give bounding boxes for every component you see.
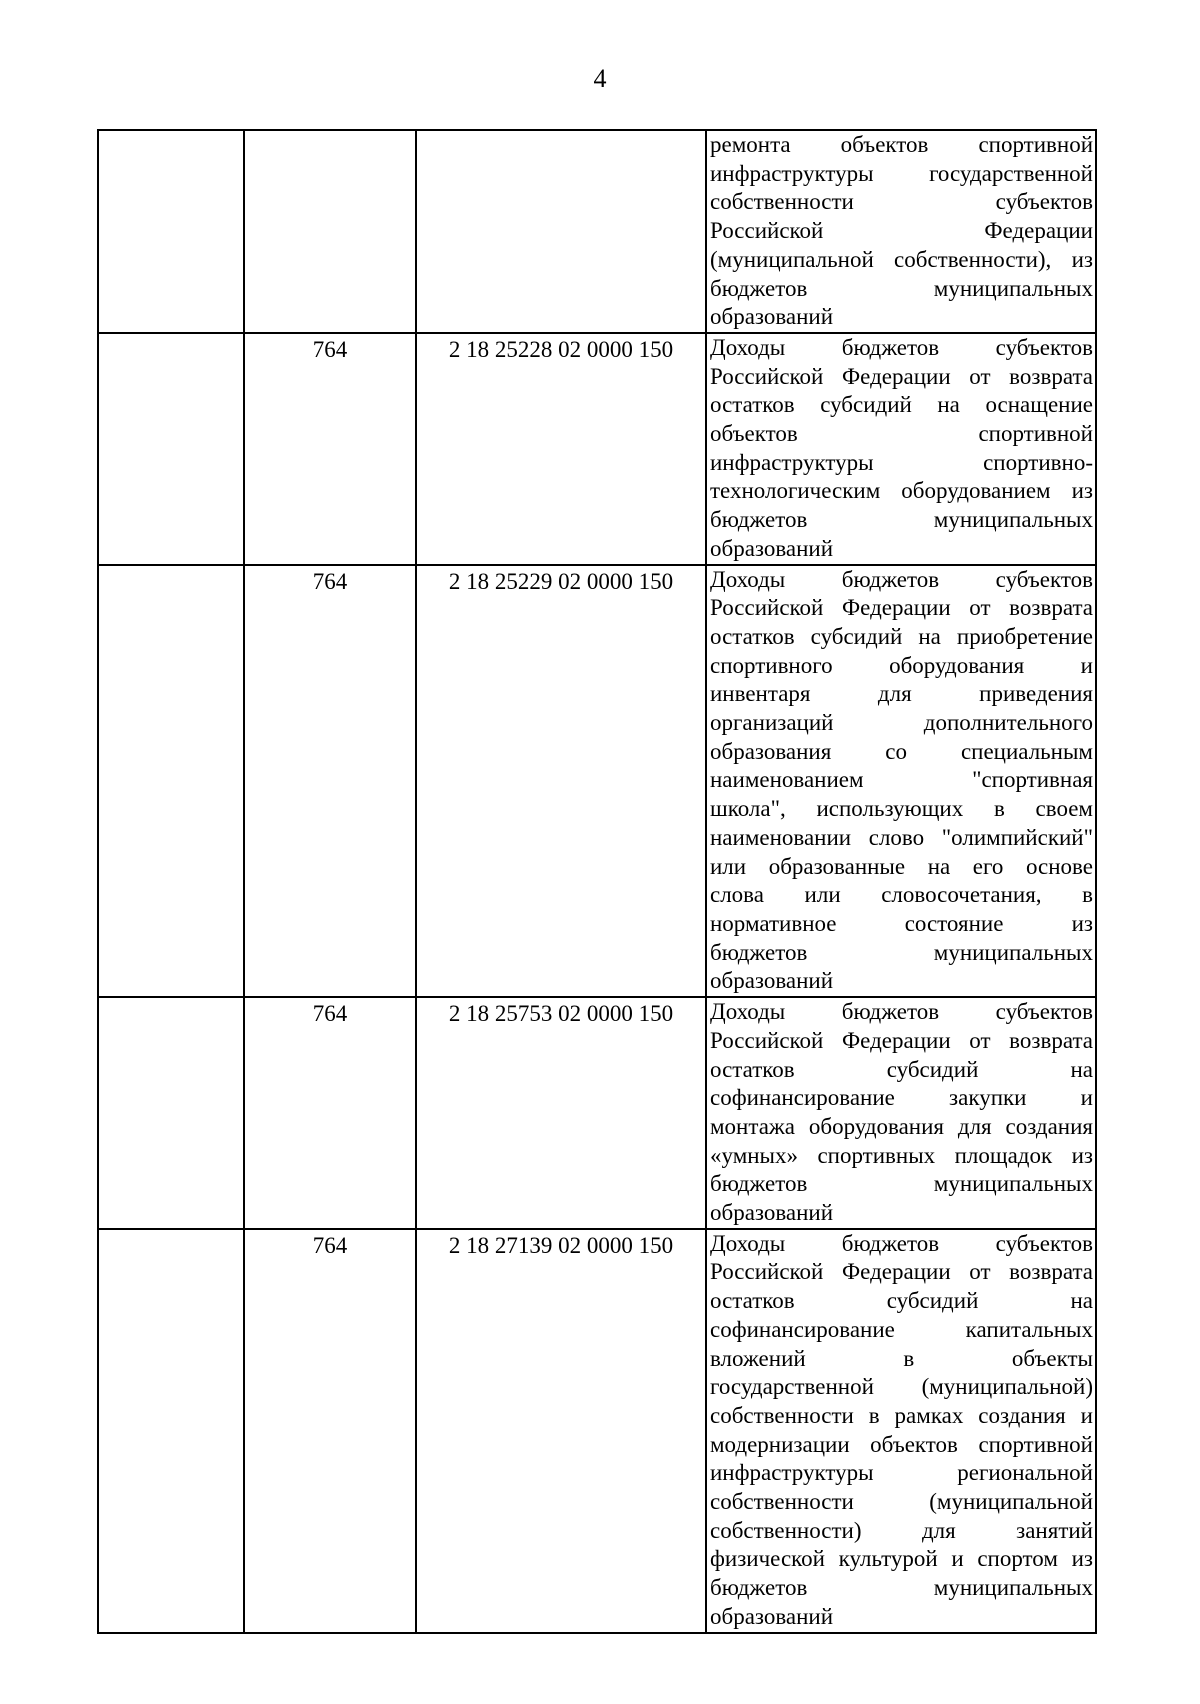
description-line: ремонта объектов спортивной — [710, 132, 1093, 157]
description-line: образований — [710, 968, 834, 994]
table-row — [98, 130, 1096, 333]
description-line: бюджетов муниципальных — [710, 275, 1093, 301]
description-line: спортивного оборудования и — [710, 652, 1093, 678]
description-line: собственности субъектов — [710, 189, 1093, 215]
description-line: нормативное состояние из — [710, 910, 1093, 936]
cell-description — [706, 997, 1096, 1229]
cell-kbk-code: 2 18 25753 02 0000 150 — [416, 997, 706, 1229]
cell-empty — [98, 997, 244, 1229]
description-line: технологическим оборудованием из — [710, 478, 1093, 504]
description-line: образования со специальным — [710, 738, 1093, 764]
table-body — [98, 130, 1096, 1633]
cell-empty — [98, 130, 244, 333]
description-line: физической культурой и спортом из — [710, 1546, 1093, 1572]
cell-description — [706, 130, 1096, 333]
description-line: бюджетов муниципальных — [710, 1171, 1093, 1197]
description-line: образований — [710, 1603, 834, 1629]
page-number: 4 — [593, 64, 607, 93]
description-line: собственности) для занятий — [710, 1517, 1093, 1543]
description-line: объектов спортивной — [710, 421, 1093, 447]
description-line: государственной (муниципальной) — [710, 1374, 1093, 1400]
description-line: наименовании слово "олимпийский" — [710, 824, 1093, 850]
cell-admin-code — [244, 130, 416, 333]
table-row — [98, 997, 1096, 1229]
description-line: Доходы бюджетов субъектов — [710, 999, 1093, 1025]
description-line: образований — [710, 535, 834, 561]
description-line: инфраструктуры спортивно- — [710, 449, 1093, 475]
description-line: софинансирование капитальных — [710, 1316, 1093, 1342]
cell-empty — [98, 333, 244, 565]
description-line: или образованные на его основе — [710, 853, 1093, 879]
description-line: бюджетов муниципальных — [710, 507, 1093, 533]
description-line: монтажа оборудования для создания — [710, 1113, 1093, 1139]
description-line: собственности в рамках создания и — [710, 1402, 1093, 1428]
description-line: Российской Федерации — [710, 218, 1093, 244]
description-line: бюджетов муниципальных — [710, 939, 1093, 965]
description-line: модернизации объектов спортивной — [710, 1431, 1093, 1457]
description-line: образований — [710, 1200, 834, 1226]
cell-description — [706, 565, 1096, 998]
description-line: Российской Федерации от возврата — [710, 1259, 1093, 1285]
table-row — [98, 565, 1096, 998]
description-line: софинансирование закупки и — [710, 1085, 1093, 1111]
cell-kbk-code: 2 18 25229 02 0000 150 — [416, 565, 706, 998]
cell-admin-code: 764 — [244, 997, 416, 1229]
income-codes-table — [97, 129, 1097, 1634]
description-line: наименованием "спортивная — [710, 767, 1093, 793]
description-line: остатков субсидий на оснащение — [710, 392, 1093, 418]
description-line: (муниципальной собственности), из — [710, 246, 1093, 272]
description-line: школа", использующих в своем — [710, 796, 1093, 822]
cell-admin-code: 764 — [244, 333, 416, 565]
description-line: инфраструктуры государственной — [710, 160, 1093, 186]
description-line: инвентаря для приведения — [710, 681, 1093, 707]
cell-admin-code: 764 — [244, 1229, 416, 1633]
cell-kbk-code: 2 18 25228 02 0000 150 — [416, 333, 706, 565]
description-line: «умных» спортивных площадок из — [710, 1142, 1093, 1168]
cell-description — [706, 1229, 1096, 1633]
table-row — [98, 333, 1096, 565]
description-line: собственности (муниципальной — [710, 1489, 1093, 1515]
description-line: Доходы бюджетов субъектов — [710, 1230, 1093, 1256]
cell-kbk-code: 2 18 27139 02 0000 150 — [416, 1229, 706, 1633]
description-line: инфраструктуры региональной — [710, 1460, 1093, 1486]
description-line: Российской Федерации от возврата — [710, 1027, 1093, 1053]
description-line: Доходы бюджетов субъектов — [710, 566, 1093, 592]
description-line: остатков субсидий на — [710, 1056, 1093, 1082]
description-line: бюджетов муниципальных — [710, 1575, 1093, 1601]
table-row — [98, 1229, 1096, 1633]
cell-admin-code: 764 — [244, 565, 416, 998]
description-line: Российской Федерации от возврата — [710, 363, 1093, 389]
cell-kbk-code — [416, 130, 706, 333]
cell-description — [706, 333, 1096, 565]
description-line: образований — [710, 304, 834, 330]
description-line: остатков субсидий на приобретение — [710, 623, 1093, 649]
description-line: Российской Федерации от возврата — [710, 595, 1093, 621]
description-line: организаций дополнительного — [710, 710, 1093, 736]
description-line: вложений в объекты — [710, 1345, 1093, 1371]
description-line: слова или словосочетания, в — [710, 882, 1093, 908]
description-line: Доходы бюджетов субъектов — [710, 334, 1093, 360]
description-line: остатков субсидий на — [710, 1288, 1093, 1314]
cell-empty — [98, 565, 244, 998]
cell-empty — [98, 1229, 244, 1633]
